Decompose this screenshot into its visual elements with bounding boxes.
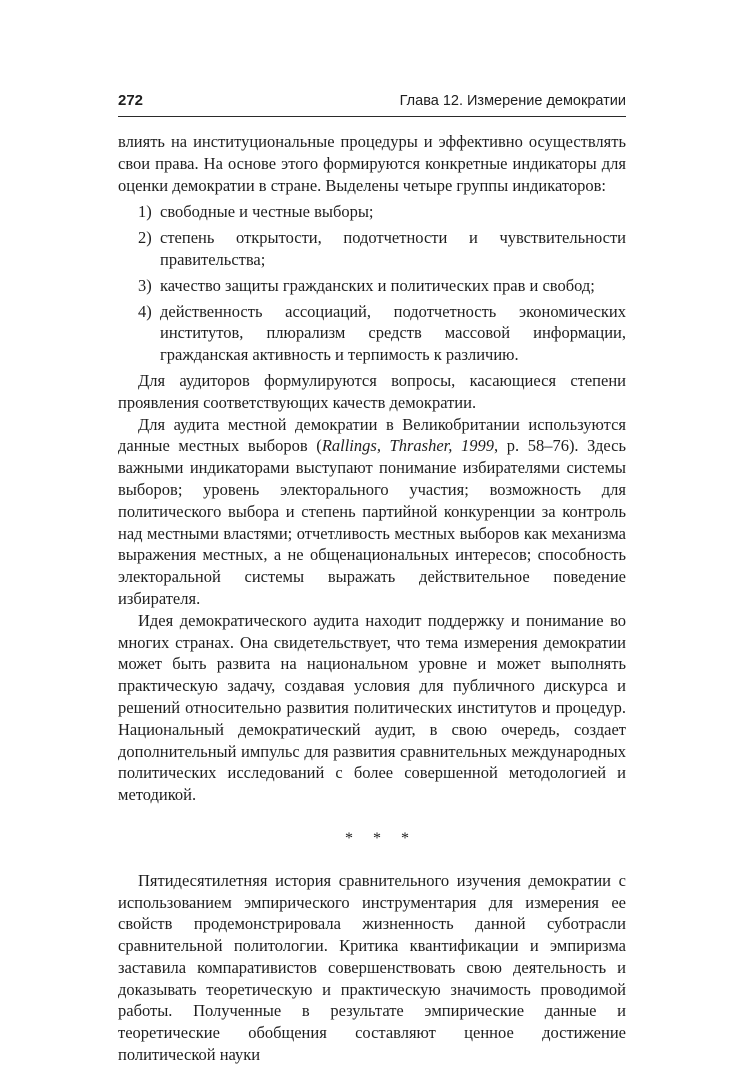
paragraph-auditors: Для аудиторов формулируются вопросы, касающиеся степени проявления соответствующих качеств демократии. <box>118 370 626 412</box>
page-number: 272 <box>118 92 144 109</box>
list-item-marker: 2) <box>138 228 152 248</box>
list-item-marker: 4) <box>138 301 152 321</box>
list-item-text: качество защиты гражданских и политических прав и свобод; <box>160 275 595 295</box>
page-header <box>118 92 626 117</box>
list-item-marker: 3) <box>138 275 152 295</box>
section-separator: * * * <box>345 829 417 847</box>
paragraph-conclusion: Пятидесятилетняя история сравнительного изучения демократии с использованием эмпирического инструментария для измерения ее свойств продемонстрировала жизненность данной суботрасли сравнительной политологии. Критика квантификации и эмпиризма заставила компаративистов совершенствовать свою деятельность и доказывать теоретическую и практическую значимость проводимой работы. Полученные в результате эмпирические данные и теоретические обобщения составляют ценное достижение политической науки <box>118 870 626 1065</box>
paragraph-idea: Идея демократического аудита находит поддержку и понимание во многих странах. Она свидетельствует, что тема измерения демократии может быть развита на национальном уровне и может выполнять практическую задачу, создавая условия для публичного дискурса и решений относительно развития политических институтов и процедур. Национальный демократический аудит, в свою очередь, создает дополнительный импульс для развития сравнительных международных политических исследований с более совершенной методологией и методикой. <box>118 610 626 805</box>
paragraph-intro: влиять на институциональные процедуры и эффективно осуществлять свои права. На основе этого формируются конкретные индикаторы для оценки демократии в стране. Выделены четыре группы индикаторов: <box>118 132 626 195</box>
local-audit-text-after: ). Здесь важными индикаторами выступают понимание избирателями системы выборов; уровень электорального участия; возможность для политического выбора и степень партийной конкуренции за контроль над местными властями; отчетливость местных выборов как механизма выражения местных, а не общенациональных интересов; способность электоральной системы выражать действительное поведение избирателя. <box>118 436 626 608</box>
list-item-marker: 1) <box>138 202 152 222</box>
book-page <box>118 92 626 1066</box>
indicator-list <box>118 201 626 366</box>
list-item <box>118 275 626 297</box>
list-item <box>118 227 626 271</box>
chapter-title: Глава 12. Измерение демократии <box>399 93 626 109</box>
list-item <box>118 201 626 223</box>
citation-pages: , p. 58–76 <box>493 436 569 456</box>
citation-authors: Rallings, Thrasher, 1999 <box>321 436 494 456</box>
body-text <box>118 131 626 1066</box>
list-item-text: свободные и честные выборы; <box>160 202 374 222</box>
paragraph-local-audit <box>118 414 626 610</box>
list-item <box>118 301 626 366</box>
list-item-text: степень открытости, подотчетности и чувствительности правительства; <box>160 228 626 269</box>
local-audit-text-before: Для аудита местной демократии в Великобритании используются данные местных выборов ( <box>118 414 626 456</box>
list-item-text: действенность ассоциаций, подотчетность экономических институтов, плюрализм средств массовой информации, гражданская активность и терпимость к различию. <box>160 301 626 365</box>
